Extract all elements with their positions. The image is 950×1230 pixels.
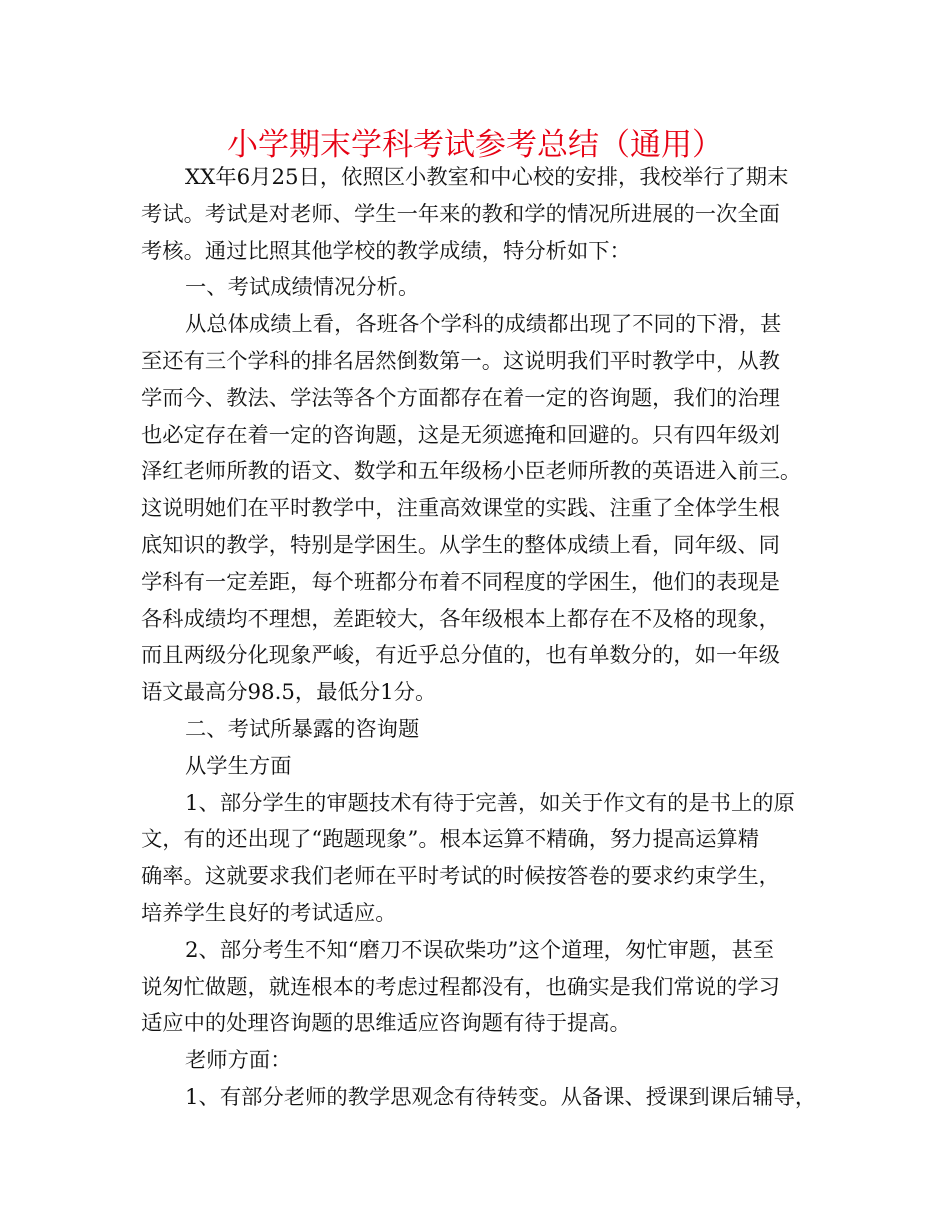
document-body bbox=[141, 160, 841, 1117]
text-line: 2、部分考生不知“磨刀不误砍柴功”这个道理，匆忙审题，甚至 bbox=[185, 937, 775, 963]
text-line: 而且两级分化现象严峻，有近乎总分值的，也有单数分的，如一年级 bbox=[141, 643, 780, 669]
text-line: 一、考试成绩情况分析。 bbox=[185, 275, 420, 301]
text-line: 这说明她们在平时教学中，注重高效课堂的实践、注重了全体学生根 bbox=[141, 496, 780, 522]
text-line: 学而今、教法、学法等各个方面都存在着一定的咨询题，我们的治理 bbox=[141, 385, 780, 411]
text-line: XX年6月25日，依照区小教室和中心校的安排，我校举行了期末 bbox=[185, 165, 789, 190]
text-line: 1、有部分老师的教学思观念有待转变。从备课、授课到课后辅导， bbox=[185, 1084, 817, 1110]
text-line: 考试。考试是对老师、学生一年来的教和学的情况所进展的一次全面 bbox=[141, 201, 780, 227]
text-line: 学科有一定差距，每个班都分布着不同程度的学困生，他们的表现是 bbox=[141, 569, 780, 595]
document-title: 小学期末学科考试参考总结（通用） bbox=[227, 127, 723, 163]
text-line: 语文最高分98.5，最低分1分。 bbox=[141, 680, 437, 706]
text-line: 文，有的还出现了“跑题现象”。根本运算不精确，努力提高运算精 bbox=[141, 827, 760, 853]
text-line: 培养学生良好的考试适应。 bbox=[141, 900, 397, 926]
text-line: 至还有三个学科的排名居然倒数第一。这说明我们平时教学中，从教 bbox=[141, 348, 780, 374]
text-line: 说匆忙做题，就连根本的考虑过程都没有，也确实是我们常说的学习 bbox=[141, 974, 780, 1000]
text-line: 从总体成绩上看，各班各个学科的成绩都出现了不同的下滑，甚 bbox=[185, 312, 782, 338]
text-line: 底知识的教学，特别是学困生。从学生的整体成绩上看，同年级、同 bbox=[141, 532, 780, 558]
text-line: 确率。这就要求我们老师在平时考试的时候按答卷的要求约束学生， bbox=[141, 864, 780, 890]
text-line: 二、考试所暴露的咨询题 bbox=[185, 716, 420, 742]
text-line: 适应中的处理咨询题的思维适应咨询题有待于提高。 bbox=[141, 1011, 631, 1037]
text-line: 从学生方面 bbox=[185, 753, 292, 779]
text-line: 老师方面： bbox=[185, 1048, 292, 1074]
text-line: 泽红老师所教的语文、数学和五年级杨小臣老师所教的英语进入前三。 bbox=[141, 459, 802, 485]
text-line: 也必定存在着一定的咨询题，这是无须遮掩和回避的。只有四年级刘 bbox=[141, 422, 780, 448]
text-line: 各科成绩均不理想，差距较大，各年级根本上都存在不及格的现象， bbox=[141, 606, 780, 632]
text-line: 1、部分学生的审题技术有待于完善，如关于作文有的是书上的原 bbox=[185, 790, 795, 816]
text-line: 考核。通过比照其他学校的教学成绩，特分析如下： bbox=[141, 238, 631, 264]
